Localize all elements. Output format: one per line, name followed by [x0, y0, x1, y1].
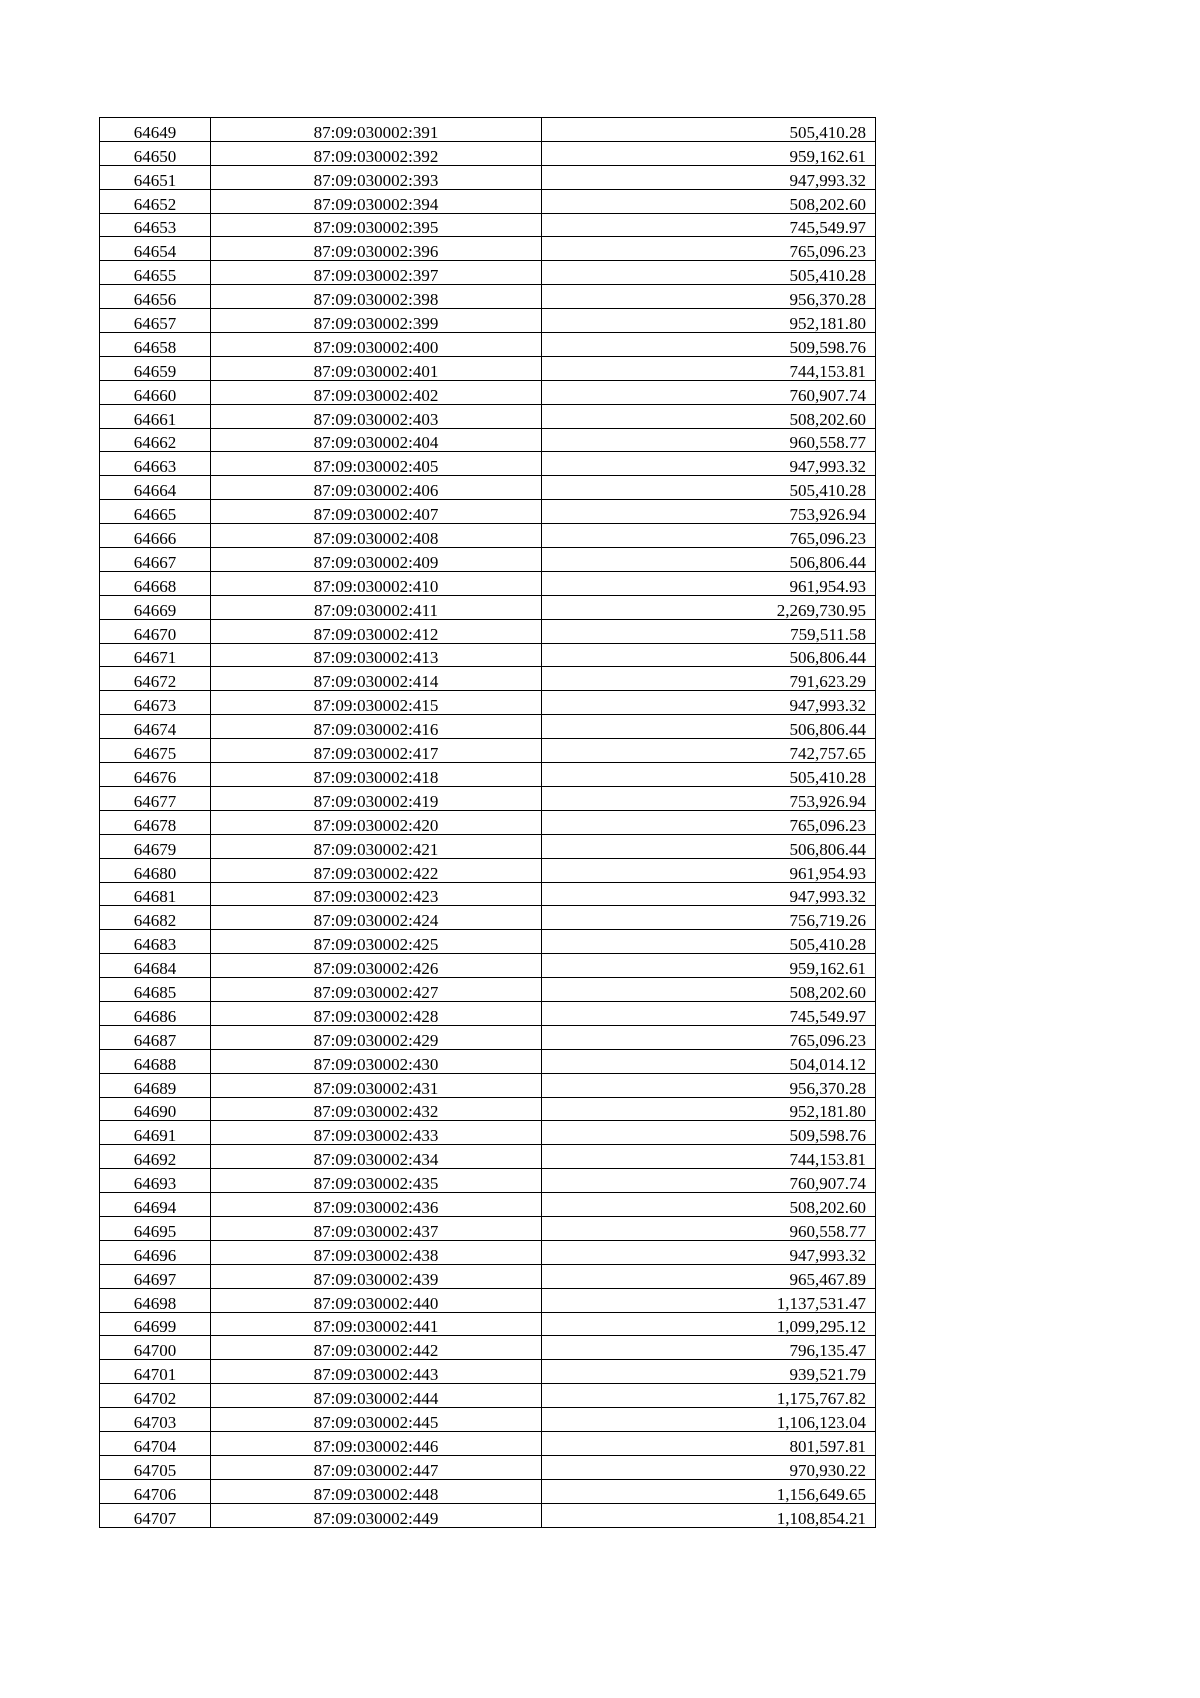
value-cell: 760,907.74: [542, 1169, 876, 1193]
row-number-cell: 64663: [100, 452, 211, 476]
value-cell: 947,993.32: [542, 882, 876, 906]
value-cell: 506,806.44: [542, 643, 876, 667]
value-cell: 744,153.81: [542, 1145, 876, 1169]
row-number-cell: 64652: [100, 189, 211, 213]
row-number-cell: 64690: [100, 1097, 211, 1121]
cadastral-number-cell: 87:09:030002:424: [211, 906, 542, 930]
row-number-cell: 64702: [100, 1384, 211, 1408]
table-row: [100, 571, 876, 595]
value-cell: 765,096.23: [542, 237, 876, 261]
value-cell: 753,926.94: [542, 786, 876, 810]
value-cell: 506,806.44: [542, 548, 876, 572]
row-number-cell: 64673: [100, 691, 211, 715]
table-row: [100, 285, 876, 309]
row-number-cell: 64651: [100, 165, 211, 189]
cadastral-number-cell: 87:09:030002:439: [211, 1264, 542, 1288]
value-cell: 952,181.80: [542, 1097, 876, 1121]
table-row: [100, 1169, 876, 1193]
value-cell: 947,993.32: [542, 691, 876, 715]
row-number-cell: 64704: [100, 1431, 211, 1455]
cadastral-number-cell: 87:09:030002:438: [211, 1240, 542, 1264]
cadastral-number-cell: 87:09:030002:425: [211, 930, 542, 954]
value-cell: 509,598.76: [542, 333, 876, 357]
value-cell: 506,806.44: [542, 715, 876, 739]
cadastral-number-cell: 87:09:030002:406: [211, 476, 542, 500]
cadastral-number-cell: 87:09:030002:412: [211, 619, 542, 643]
cadastral-number-cell: 87:09:030002:415: [211, 691, 542, 715]
value-cell: 745,549.97: [542, 1001, 876, 1025]
table-row: [100, 1193, 876, 1217]
row-number-cell: 64677: [100, 786, 211, 810]
value-cell: 965,467.89: [542, 1264, 876, 1288]
table-row: [100, 404, 876, 428]
value-cell: 791,623.29: [542, 667, 876, 691]
table-row: [100, 1049, 876, 1073]
row-number-cell: 64662: [100, 428, 211, 452]
cadastral-number-cell: 87:09:030002:407: [211, 500, 542, 524]
table-row: [100, 1025, 876, 1049]
table-row: [100, 1216, 876, 1240]
row-number-cell: 64688: [100, 1049, 211, 1073]
row-number-cell: 64658: [100, 333, 211, 357]
cadastral-number-cell: 87:09:030002:409: [211, 548, 542, 572]
row-number-cell: 64696: [100, 1240, 211, 1264]
value-cell: 753,926.94: [542, 500, 876, 524]
row-number-cell: 64654: [100, 237, 211, 261]
table-row: [100, 1479, 876, 1503]
row-number-cell: 64679: [100, 834, 211, 858]
row-number-cell: 64672: [100, 667, 211, 691]
value-cell: 742,757.65: [542, 739, 876, 763]
cadastral-number-cell: 87:09:030002:400: [211, 333, 542, 357]
row-number-cell: 64657: [100, 309, 211, 333]
table-row: [100, 1097, 876, 1121]
table-row: [100, 1431, 876, 1455]
table-body: [100, 118, 876, 1528]
table-row: [100, 1288, 876, 1312]
value-cell: 1,156,649.65: [542, 1479, 876, 1503]
row-number-cell: 64682: [100, 906, 211, 930]
cadastral-number-cell: 87:09:030002:422: [211, 858, 542, 882]
table-row: [100, 118, 876, 142]
value-cell: 508,202.60: [542, 189, 876, 213]
value-cell: 1,137,531.47: [542, 1288, 876, 1312]
value-cell: 760,907.74: [542, 380, 876, 404]
value-cell: 765,096.23: [542, 1025, 876, 1049]
cadastral-number-cell: 87:09:030002:408: [211, 524, 542, 548]
value-cell: 952,181.80: [542, 309, 876, 333]
value-cell: 1,106,123.04: [542, 1408, 876, 1432]
row-number-cell: 64669: [100, 595, 211, 619]
row-number-cell: 64687: [100, 1025, 211, 1049]
table-row: [100, 1073, 876, 1097]
cadastral-number-cell: 87:09:030002:426: [211, 954, 542, 978]
cadastral-number-cell: 87:09:030002:449: [211, 1503, 542, 1527]
cadastral-number-cell: 87:09:030002:447: [211, 1455, 542, 1479]
table-row: [100, 930, 876, 954]
row-number-cell: 64686: [100, 1001, 211, 1025]
row-number-cell: 64701: [100, 1360, 211, 1384]
value-cell: 508,202.60: [542, 1193, 876, 1217]
table-row: [100, 476, 876, 500]
cadastral-number-cell: 87:09:030002:416: [211, 715, 542, 739]
value-cell: 505,410.28: [542, 261, 876, 285]
row-number-cell: 64676: [100, 763, 211, 787]
table-row: [100, 763, 876, 787]
table-row: [100, 165, 876, 189]
table-row: [100, 1408, 876, 1432]
table-row: [100, 739, 876, 763]
cadastral-number-cell: 87:09:030002:434: [211, 1145, 542, 1169]
cadastral-number-cell: 87:09:030002:436: [211, 1193, 542, 1217]
value-cell: 961,954.93: [542, 571, 876, 595]
row-number-cell: 64705: [100, 1455, 211, 1479]
cadastral-number-cell: 87:09:030002:418: [211, 763, 542, 787]
value-cell: 939,521.79: [542, 1360, 876, 1384]
row-number-cell: 64670: [100, 619, 211, 643]
table-row: [100, 500, 876, 524]
table-row: [100, 619, 876, 643]
value-cell: 505,410.28: [542, 930, 876, 954]
row-number-cell: 64697: [100, 1264, 211, 1288]
table-row: [100, 715, 876, 739]
table-row: [100, 428, 876, 452]
value-cell: 756,719.26: [542, 906, 876, 930]
cadastral-number-cell: 87:09:030002:396: [211, 237, 542, 261]
cadastral-number-cell: 87:09:030002:430: [211, 1049, 542, 1073]
value-cell: 508,202.60: [542, 978, 876, 1002]
table-row: [100, 333, 876, 357]
table-row: [100, 1264, 876, 1288]
value-cell: 960,558.77: [542, 428, 876, 452]
cadastral-number-cell: 87:09:030002:402: [211, 380, 542, 404]
table-row: [100, 452, 876, 476]
row-number-cell: 64667: [100, 548, 211, 572]
value-cell: 801,597.81: [542, 1431, 876, 1455]
row-number-cell: 64660: [100, 380, 211, 404]
cadastral-number-cell: 87:09:030002:437: [211, 1216, 542, 1240]
cadastral-number-cell: 87:09:030002:401: [211, 356, 542, 380]
cadastral-number-cell: 87:09:030002:440: [211, 1288, 542, 1312]
row-number-cell: 64680: [100, 858, 211, 882]
cadastral-number-cell: 87:09:030002:442: [211, 1336, 542, 1360]
value-cell: 970,930.22: [542, 1455, 876, 1479]
table-row: [100, 548, 876, 572]
cadastral-number-cell: 87:09:030002:423: [211, 882, 542, 906]
row-number-cell: 64681: [100, 882, 211, 906]
cadastral-number-cell: 87:09:030002:398: [211, 285, 542, 309]
table-row: [100, 189, 876, 213]
value-cell: 765,096.23: [542, 524, 876, 548]
table-row: [100, 309, 876, 333]
table-row: [100, 691, 876, 715]
row-number-cell: 64707: [100, 1503, 211, 1527]
cadastral-number-cell: 87:09:030002:411: [211, 595, 542, 619]
row-number-cell: 64668: [100, 571, 211, 595]
value-cell: 505,410.28: [542, 476, 876, 500]
table-row: [100, 261, 876, 285]
table-row: [100, 380, 876, 404]
row-number-cell: 64692: [100, 1145, 211, 1169]
value-cell: 504,014.12: [542, 1049, 876, 1073]
row-number-cell: 64706: [100, 1479, 211, 1503]
row-number-cell: 64656: [100, 285, 211, 309]
row-number-cell: 64655: [100, 261, 211, 285]
cadastral-number-cell: 87:09:030002:394: [211, 189, 542, 213]
table-row: [100, 1455, 876, 1479]
value-cell: 506,806.44: [542, 834, 876, 858]
value-cell: 959,162.61: [542, 141, 876, 165]
table-row: [100, 1312, 876, 1336]
cadastral-number-cell: 87:09:030002:403: [211, 404, 542, 428]
row-number-cell: 64683: [100, 930, 211, 954]
value-cell: 505,410.28: [542, 763, 876, 787]
row-number-cell: 64650: [100, 141, 211, 165]
cadastral-number-cell: 87:09:030002:399: [211, 309, 542, 333]
row-number-cell: 64699: [100, 1312, 211, 1336]
row-number-cell: 64661: [100, 404, 211, 428]
table-row: [100, 834, 876, 858]
table-row: [100, 954, 876, 978]
cadastral-number-cell: 87:09:030002:413: [211, 643, 542, 667]
cadastral-number-cell: 87:09:030002:391: [211, 118, 542, 142]
cadastral-number-cell: 87:09:030002:445: [211, 1408, 542, 1432]
cadastral-number-cell: 87:09:030002:421: [211, 834, 542, 858]
row-number-cell: 64694: [100, 1193, 211, 1217]
cadastral-number-cell: 87:09:030002:429: [211, 1025, 542, 1049]
row-number-cell: 64689: [100, 1073, 211, 1097]
row-number-cell: 64665: [100, 500, 211, 524]
value-cell: 960,558.77: [542, 1216, 876, 1240]
table-row: [100, 1145, 876, 1169]
cadastral-number-cell: 87:09:030002:405: [211, 452, 542, 476]
cadastral-number-cell: 87:09:030002:428: [211, 1001, 542, 1025]
value-cell: 796,135.47: [542, 1336, 876, 1360]
row-number-cell: 64664: [100, 476, 211, 500]
row-number-cell: 64693: [100, 1169, 211, 1193]
value-cell: 947,993.32: [542, 1240, 876, 1264]
table-row: [100, 810, 876, 834]
value-cell: 505,410.28: [542, 118, 876, 142]
row-number-cell: 64685: [100, 978, 211, 1002]
cadastral-number-cell: 87:09:030002:404: [211, 428, 542, 452]
table-row: [100, 1336, 876, 1360]
table-row: [100, 667, 876, 691]
table-row: [100, 141, 876, 165]
cadastral-number-cell: 87:09:030002:441: [211, 1312, 542, 1336]
cadastral-number-cell: 87:09:030002:427: [211, 978, 542, 1002]
table-row: [100, 1240, 876, 1264]
cadastral-number-cell: 87:09:030002:443: [211, 1360, 542, 1384]
row-number-cell: 64700: [100, 1336, 211, 1360]
data-table: [99, 117, 876, 1528]
value-cell: 1,175,767.82: [542, 1384, 876, 1408]
table-row: [100, 595, 876, 619]
value-cell: 956,370.28: [542, 285, 876, 309]
table-row: [100, 1360, 876, 1384]
value-cell: 1,108,854.21: [542, 1503, 876, 1527]
table-row: [100, 978, 876, 1002]
row-number-cell: 64698: [100, 1288, 211, 1312]
value-cell: 765,096.23: [542, 810, 876, 834]
cadastral-number-cell: 87:09:030002:432: [211, 1097, 542, 1121]
row-number-cell: 64666: [100, 524, 211, 548]
value-cell: 947,993.32: [542, 165, 876, 189]
table-row: [100, 906, 876, 930]
value-cell: 508,202.60: [542, 404, 876, 428]
table-row: [100, 882, 876, 906]
row-number-cell: 64653: [100, 213, 211, 237]
value-cell: 961,954.93: [542, 858, 876, 882]
cadastral-number-cell: 87:09:030002:397: [211, 261, 542, 285]
table-row: [100, 1503, 876, 1527]
value-cell: 1,099,295.12: [542, 1312, 876, 1336]
cadastral-number-cell: 87:09:030002:395: [211, 213, 542, 237]
table-row: [100, 1121, 876, 1145]
cadastral-number-cell: 87:09:030002:433: [211, 1121, 542, 1145]
table-row: [100, 1001, 876, 1025]
cadastral-number-cell: 87:09:030002:420: [211, 810, 542, 834]
table-row: [100, 643, 876, 667]
table-row: [100, 213, 876, 237]
cadastral-number-cell: 87:09:030002:392: [211, 141, 542, 165]
value-cell: 947,993.32: [542, 452, 876, 476]
row-number-cell: 64671: [100, 643, 211, 667]
value-cell: 759,511.58: [542, 619, 876, 643]
value-cell: 2,269,730.95: [542, 595, 876, 619]
value-cell: 745,549.97: [542, 213, 876, 237]
table-row: [100, 786, 876, 810]
cadastral-number-cell: 87:09:030002:417: [211, 739, 542, 763]
row-number-cell: 64691: [100, 1121, 211, 1145]
cadastral-number-cell: 87:09:030002:446: [211, 1431, 542, 1455]
cadastral-number-cell: 87:09:030002:414: [211, 667, 542, 691]
row-number-cell: 64675: [100, 739, 211, 763]
value-cell: 959,162.61: [542, 954, 876, 978]
value-cell: 744,153.81: [542, 356, 876, 380]
table-row: [100, 524, 876, 548]
row-number-cell: 64678: [100, 810, 211, 834]
cadastral-number-cell: 87:09:030002:410: [211, 571, 542, 595]
row-number-cell: 64659: [100, 356, 211, 380]
cadastral-number-cell: 87:09:030002:431: [211, 1073, 542, 1097]
cadastral-number-cell: 87:09:030002:435: [211, 1169, 542, 1193]
row-number-cell: 64649: [100, 118, 211, 142]
row-number-cell: 64674: [100, 715, 211, 739]
row-number-cell: 64703: [100, 1408, 211, 1432]
value-cell: 509,598.76: [542, 1121, 876, 1145]
cadastral-number-cell: 87:09:030002:448: [211, 1479, 542, 1503]
table-row: [100, 858, 876, 882]
table-row: [100, 237, 876, 261]
value-cell: 956,370.28: [542, 1073, 876, 1097]
row-number-cell: 64684: [100, 954, 211, 978]
cadastral-number-cell: 87:09:030002:393: [211, 165, 542, 189]
cadastral-number-cell: 87:09:030002:419: [211, 786, 542, 810]
cadastral-number-cell: 87:09:030002:444: [211, 1384, 542, 1408]
table-row: [100, 356, 876, 380]
table-row: [100, 1384, 876, 1408]
row-number-cell: 64695: [100, 1216, 211, 1240]
